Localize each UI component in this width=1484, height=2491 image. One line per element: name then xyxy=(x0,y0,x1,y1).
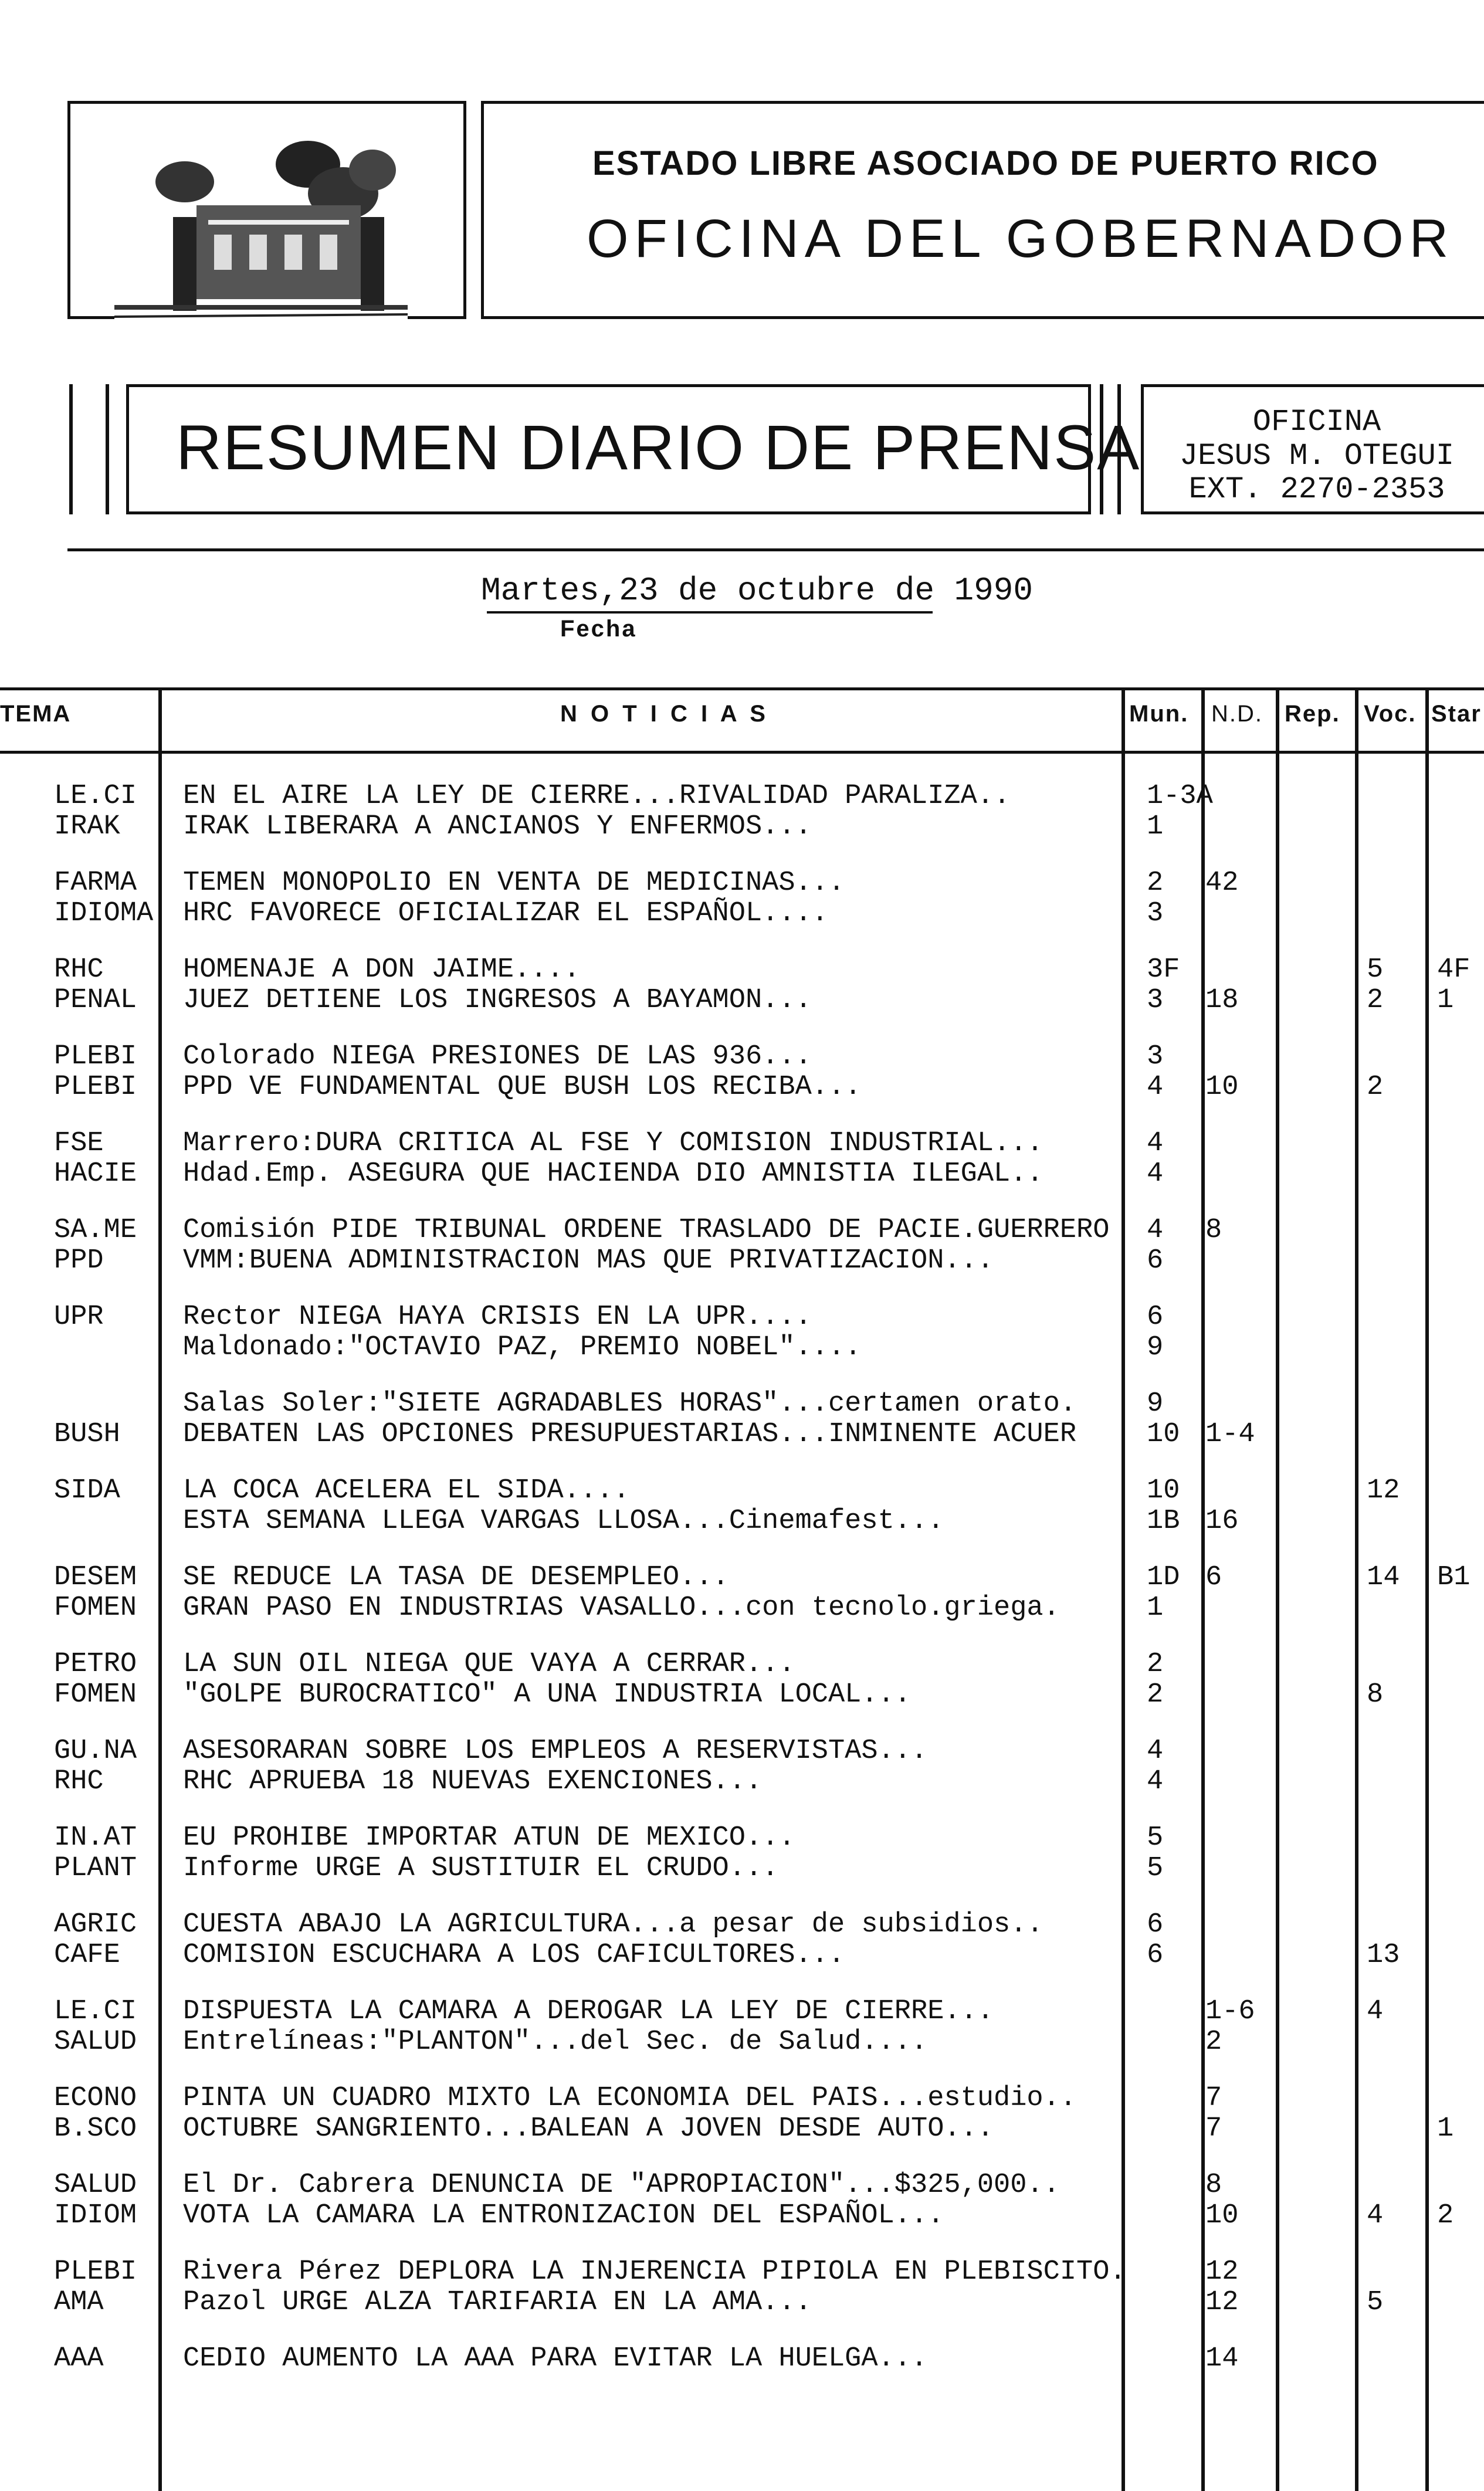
col-divider-mun xyxy=(1122,687,1125,2491)
date-label: Fecha xyxy=(560,616,637,642)
cell-nd: 6 xyxy=(1205,1562,1222,1593)
cell-tema: PETRO xyxy=(54,1649,137,1680)
cell-voc: 5 xyxy=(1367,954,1384,985)
cell-mun: 2 xyxy=(1147,867,1164,899)
col-tema: TEMA xyxy=(0,701,72,727)
cell-news: CEDIO AUMENTO LA AAA PARA EVITAR LA HUELGA... xyxy=(183,2343,928,2374)
cell-news: Informe URGE A SUSTITUIR EL CRUDO... xyxy=(183,1853,779,1884)
cell-tema: PLANT xyxy=(54,1853,137,1884)
cell-nd: 10 xyxy=(1205,1072,1239,1103)
cell-mun: 5 xyxy=(1147,1853,1164,1884)
cell-tema: HACIE xyxy=(54,1158,137,1189)
cell-tema: CAFE xyxy=(54,1940,120,1971)
cell-news: GRAN PASO EN INDUSTRIAS VASALLO...con tecnolo.griega. xyxy=(183,1592,1060,1624)
cell-tema: RHC xyxy=(54,1766,104,1797)
cell-mun: 6 xyxy=(1147,1940,1164,1971)
cell-mun: 1-3A xyxy=(1147,781,1213,812)
cell-news: LA SUN OIL NIEGA QUE VAYA A CERRAR... xyxy=(183,1649,795,1680)
col-divider-star xyxy=(1425,687,1429,2491)
cell-voc: 5 xyxy=(1367,2287,1384,2318)
cell-tema: UPR xyxy=(54,1302,104,1333)
cell-voc: 4 xyxy=(1367,1996,1384,2027)
cell-star: 1 xyxy=(1437,985,1454,1016)
cell-mun: 4 xyxy=(1147,1072,1164,1103)
cell-news: OCTUBRE SANGRIENTO...BALEAN A JOVEN DESDE AUTO... xyxy=(183,2113,994,2144)
cell-news: LA COCA ACELERA EL SIDA.... xyxy=(183,1475,630,1506)
cell-nd: 2 xyxy=(1205,2026,1222,2058)
cell-mun: 5 xyxy=(1147,1822,1164,1853)
cell-nd: 12 xyxy=(1205,2256,1239,2287)
cell-nd: 14 xyxy=(1205,2343,1239,2374)
cell-tema: AMA xyxy=(54,2287,104,2318)
cell-nd: 1-6 xyxy=(1205,1996,1255,2027)
cell-nd: 7 xyxy=(1205,2083,1222,2114)
cell-tema: FOMEN xyxy=(54,1679,137,1710)
cell-mun: 3 xyxy=(1147,1041,1164,1072)
cell-voc: 14 xyxy=(1367,1562,1400,1593)
cell-news: PPD VE FUNDAMENTAL QUE BUSH LOS RECIBA... xyxy=(183,1072,862,1103)
cell-nd: 16 xyxy=(1205,1506,1239,1537)
cell-star: B1 xyxy=(1437,1562,1471,1593)
cell-nd: 42 xyxy=(1205,867,1239,899)
cell-voc: 12 xyxy=(1367,1475,1400,1506)
page-title: RESUMEN DIARIO DE PRENSA xyxy=(176,412,1141,483)
cell-news: SE REDUCE LA TASA DE DESEMPLEO... xyxy=(183,1562,729,1593)
cell-tema: PENAL xyxy=(54,985,137,1016)
cell-mun: 10 xyxy=(1147,1419,1180,1450)
cell-mun: 3F xyxy=(1147,954,1180,985)
cell-news: Pazol URGE ALZA TARIFARIA EN LA AMA... xyxy=(183,2287,812,2318)
cell-news: JUEZ DETIENE LOS INGRESOS A BAYAMON... xyxy=(183,985,812,1016)
cell-tema: SIDA xyxy=(54,1475,120,1506)
cell-news: VMM:BUENA ADMINISTRACION MAS QUE PRIVATIZACION... xyxy=(183,1245,994,1276)
col-mun: Mun. xyxy=(1129,701,1189,727)
office-line-1: OFICINA xyxy=(1252,405,1381,439)
cell-tema: LE.CI xyxy=(54,1996,137,2027)
cell-mun: 4 xyxy=(1147,1158,1164,1189)
cell-mun: 1 xyxy=(1147,1592,1164,1624)
cell-mun: 6 xyxy=(1147,1245,1164,1276)
cell-news: DISPUESTA LA CAMARA A DEROGAR LA LEY DE CIERRE... xyxy=(183,1996,994,2027)
cell-news: Salas Soler:"SIETE AGRADABLES HORAS"...certamen orato. xyxy=(183,1388,1077,1419)
col-nd: N.D. xyxy=(1211,701,1263,727)
cell-tema: LE.CI xyxy=(54,781,137,812)
col-voc: Voc. xyxy=(1364,701,1417,727)
cell-mun: 10 xyxy=(1147,1475,1180,1506)
cell-mun: 1 xyxy=(1147,811,1164,842)
date-underline xyxy=(487,611,933,614)
cell-news: ASESORARAN SOBRE LOS EMPLEOS A RESERVISTAS... xyxy=(183,1736,928,1767)
table-header-rule xyxy=(0,751,1484,754)
cell-news: EN EL AIRE LA LEY DE CIERRE...RIVALIDAD PARALIZA.. xyxy=(183,781,1011,812)
cell-news: Maldonado:"OCTAVIO PAZ, PREMIO NOBEL".... xyxy=(183,1332,862,1363)
cell-news: Rivera Pérez DEPLORA LA INJERENCIA PIPIOLA EN PLEBISCITO. xyxy=(183,2256,1126,2287)
cell-star: 1 xyxy=(1437,2113,1454,2144)
cell-tema: SALUD xyxy=(54,2170,137,2201)
cell-voc: 2 xyxy=(1367,1072,1384,1103)
cell-mun: 3 xyxy=(1147,985,1164,1016)
cell-news: HOMENAJE A DON JAIME.... xyxy=(183,954,580,985)
cell-mun: 6 xyxy=(1147,1909,1164,1940)
col-noticias: N O T I C I A S xyxy=(560,701,769,727)
cell-news: Marrero:DURA CRITICA AL FSE Y COMISION INDUSTRIAL... xyxy=(183,1128,1043,1159)
cell-mun: 2 xyxy=(1147,1649,1164,1680)
cell-tema: IRAK xyxy=(54,811,120,842)
cell-tema: FSE xyxy=(54,1128,104,1159)
cell-news: Colorado NIEGA PRESIONES DE LAS 936... xyxy=(183,1041,812,1072)
cell-mun: 1D xyxy=(1147,1562,1180,1593)
cell-news: Rector NIEGA HAYA CRISIS EN LA UPR.... xyxy=(183,1302,812,1333)
cell-voc: 13 xyxy=(1367,1940,1400,1971)
cell-mun: 4 xyxy=(1147,1215,1164,1246)
office-line-3: EXT. 2270-2353 xyxy=(1188,472,1445,507)
cell-mun: 1B xyxy=(1147,1506,1180,1537)
cell-news: IRAK LIBERARA A ANCIANOS Y ENFERMOS... xyxy=(183,811,812,842)
cell-star: 4F xyxy=(1437,954,1471,985)
cell-news: PINTA UN CUADRO MIXTO LA ECONOMIA DEL PAIS...estudio.. xyxy=(183,2083,1077,2114)
cell-tema: SALUD xyxy=(54,2026,137,2058)
date-value: Martes,23 de octubre de 1990 xyxy=(481,572,1033,609)
cell-nd: 8 xyxy=(1205,1215,1222,1246)
cell-nd: 10 xyxy=(1205,2200,1239,2231)
cell-mun: 4 xyxy=(1147,1128,1164,1159)
cell-news: Entrelíneas:"PLANTON"...del Sec. de Salud.... xyxy=(183,2026,928,2058)
cell-voc: 2 xyxy=(1367,985,1384,1016)
cell-mun: 9 xyxy=(1147,1388,1164,1419)
cell-tema: AGRIC xyxy=(54,1909,137,1940)
cell-voc: 4 xyxy=(1367,2200,1384,2231)
cell-mun: 6 xyxy=(1147,1302,1164,1333)
cell-news: HRC FAVORECE OFICIALIZAR EL ESPAÑOL.... xyxy=(183,898,828,929)
cell-news: TEMEN MONOPOLIO EN VENTA DE MEDICINAS... xyxy=(183,867,845,899)
table-top-rule xyxy=(0,687,1484,690)
cell-news: RHC APRUEBA 18 NUEVAS EXENCIONES... xyxy=(183,1766,763,1797)
cell-nd: 18 xyxy=(1205,985,1239,1016)
col-divider-nd xyxy=(1201,687,1205,2491)
header-line-1: ESTADO LIBRE ASOCIADO DE PUERTO RICO xyxy=(592,144,1379,182)
cell-tema: PLEBI xyxy=(54,1041,137,1072)
cell-news: Comisión PIDE TRIBUNAL ORDENE TRASLADO DE PACIE.GUERRERO xyxy=(183,1215,1110,1246)
cell-news: DEBATEN LAS OPCIONES PRESUPUESTARIAS...INMINENTE ACUER xyxy=(183,1419,1077,1450)
cell-tema: IDIOMA xyxy=(54,898,154,929)
cell-news: EU PROHIBE IMPORTAR ATUN DE MEXICO... xyxy=(183,1822,795,1853)
cell-tema: SA.ME xyxy=(54,1215,137,1246)
cell-news: VOTA LA CAMARA LA ENTRONIZACION DEL ESPAÑOL... xyxy=(183,2200,944,2231)
cell-mun: 3 xyxy=(1147,898,1164,929)
col-divider-voc xyxy=(1355,687,1358,2491)
col-divider-rep xyxy=(1276,687,1279,2491)
cell-mun: 4 xyxy=(1147,1736,1164,1767)
col-rep: Rep. xyxy=(1285,701,1340,727)
cell-tema: FARMA xyxy=(54,867,137,899)
cell-mun: 4 xyxy=(1147,1766,1164,1797)
cell-mun: 9 xyxy=(1147,1332,1164,1363)
cell-voc: 8 xyxy=(1367,1679,1384,1710)
header-line-2: OFICINA DEL GOBERNADOR xyxy=(587,209,1455,269)
cell-news: ESTA SEMANA LLEGA VARGAS LLOSA...Cinemafest... xyxy=(183,1506,944,1537)
cell-nd: 1-4 xyxy=(1205,1419,1255,1450)
col-divider-tema xyxy=(158,687,162,2491)
cell-tema: IDIOM xyxy=(54,2200,137,2231)
cell-star: 2 xyxy=(1437,2200,1454,2231)
cell-nd: 8 xyxy=(1205,2170,1222,2201)
cell-tema: AAA xyxy=(54,2343,104,2374)
cell-tema: DESEM xyxy=(54,1562,137,1593)
cell-tema: FOMEN xyxy=(54,1592,137,1624)
title-bar-left-1 xyxy=(69,384,73,514)
fortaleza-seal-image xyxy=(114,129,408,323)
cell-news: CUESTA ABAJO LA AGRICULTURA...a pesar de subsidios.. xyxy=(183,1909,1043,1940)
cell-tema: ECONO xyxy=(54,2083,137,2114)
cell-tema: PLEBI xyxy=(54,2256,137,2287)
cell-news: Hdad.Emp. ASEGURA QUE HACIENDA DIO AMNISTIA ILEGAL.. xyxy=(183,1158,1043,1189)
cell-tema: GU.NA xyxy=(54,1736,137,1767)
cell-tema: B.SCO xyxy=(54,2113,137,2144)
col-star: Star xyxy=(1431,701,1482,727)
cell-nd: 7 xyxy=(1205,2113,1222,2144)
header-divider xyxy=(67,548,1484,551)
cell-tema: RHC xyxy=(54,954,104,985)
cell-tema: BUSH xyxy=(54,1419,120,1450)
cell-tema: IN.AT xyxy=(54,1822,137,1853)
cell-news: "GOLPE BUROCRATICO" A UNA INDUSTRIA LOCAL... xyxy=(183,1679,912,1710)
office-line-2: JESUS M. OTEGUI xyxy=(1179,439,1455,473)
cell-nd: 12 xyxy=(1205,2287,1239,2318)
cell-news: El Dr. Cabrera DENUNCIA DE "APROPIACION"...$325,000.. xyxy=(183,2170,1060,2201)
title-bar-left-2 xyxy=(106,384,109,514)
cell-news: COMISION ESCUCHARA A LOS CAFICULTORES... xyxy=(183,1940,845,1971)
cell-tema: PPD xyxy=(54,1245,104,1276)
cell-mun: 2 xyxy=(1147,1679,1164,1710)
cell-tema: PLEBI xyxy=(54,1072,137,1103)
